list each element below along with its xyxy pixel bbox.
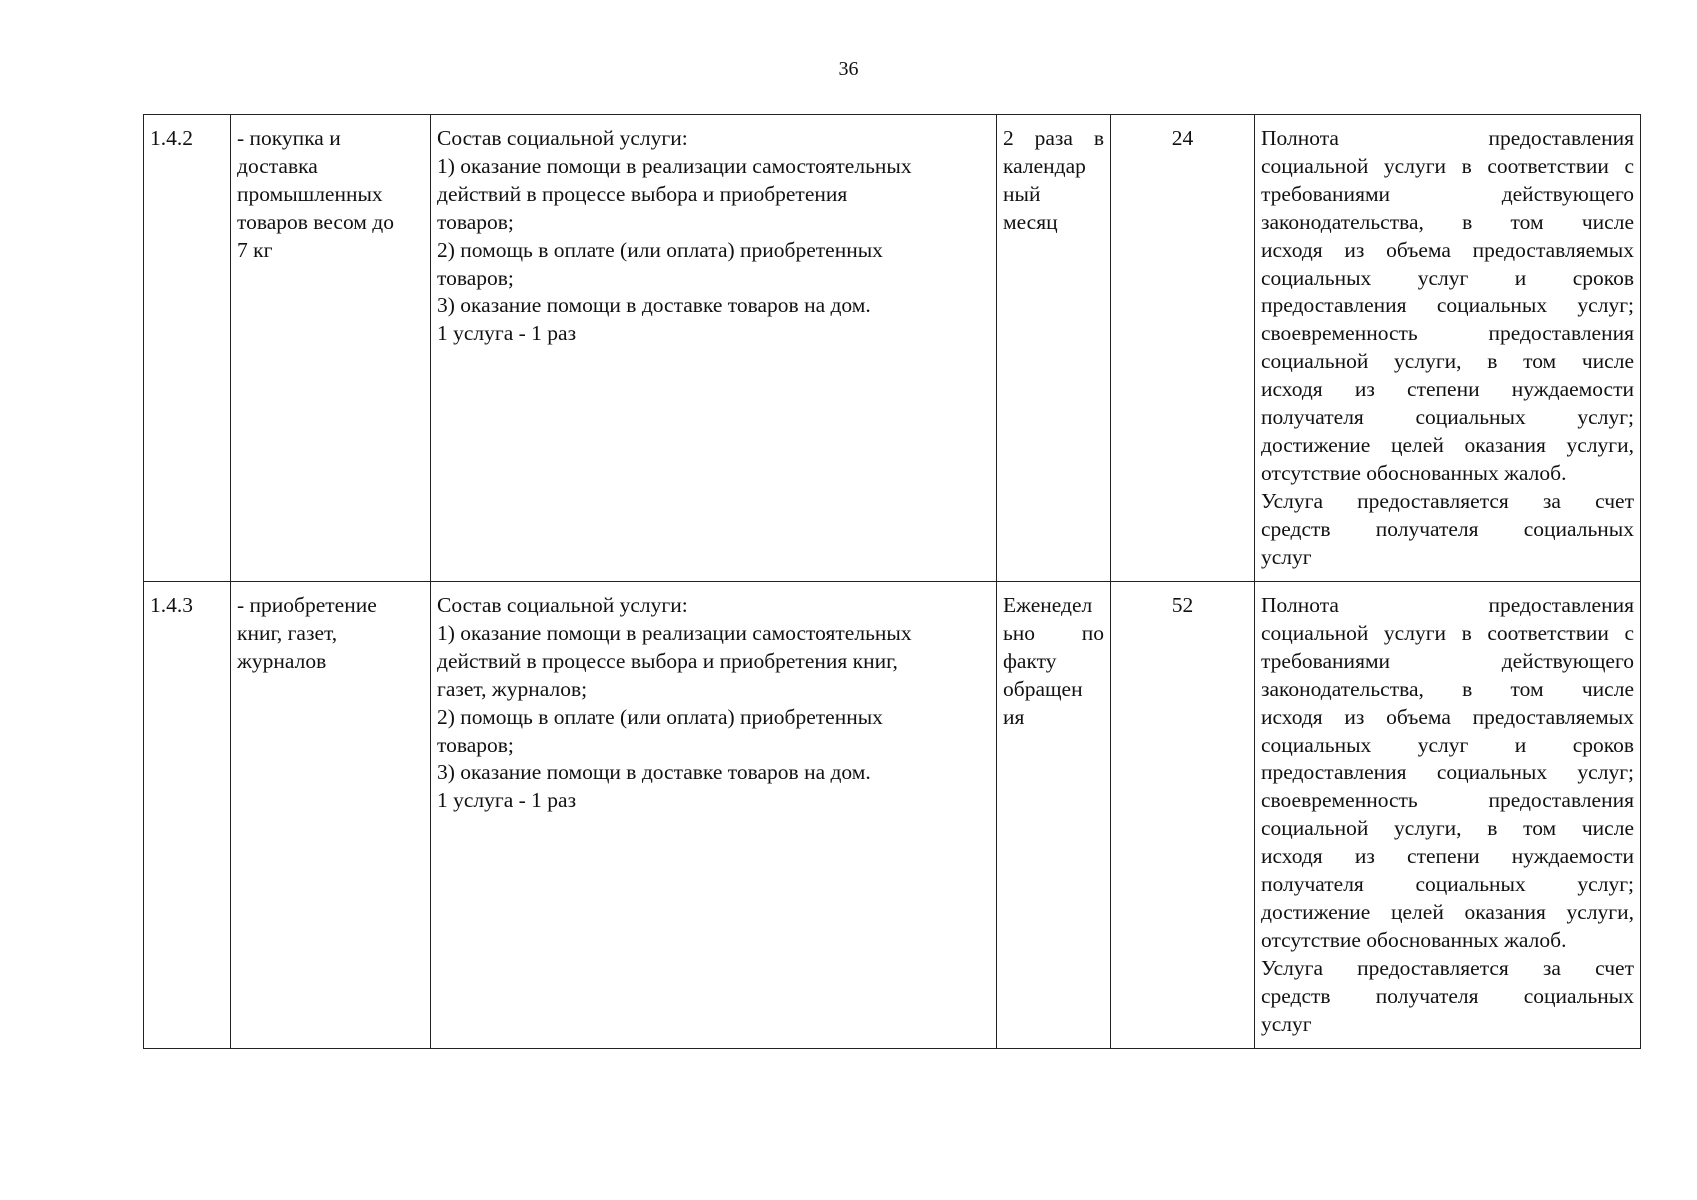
service-description-line: Состав социальной услуги:: [437, 126, 688, 150]
service-name-cell: [231, 582, 431, 1049]
service-frequency-line: обращен: [1003, 676, 1083, 701]
service-description-line: Состав социальной услуги:: [437, 593, 688, 617]
service-description-cell: [431, 582, 997, 1049]
service-description-line: товаров;: [437, 209, 514, 234]
service-name-line: товаров весом до: [237, 209, 394, 234]
quality-line: исходя из объема предоставляемых: [1261, 237, 1634, 262]
service-description-line: 2) помощь в оплате (или оплата) приобретенных: [437, 704, 883, 729]
service-count: 52: [1171, 593, 1194, 617]
service-quality-cell: [1255, 115, 1641, 582]
service-frequency-line: месяц: [1003, 209, 1058, 234]
service-code: 1.4.3: [150, 593, 193, 617]
quality-line: социальной услуги, в том числе: [1261, 816, 1634, 841]
service-count: 24: [1171, 126, 1194, 150]
service-name-line: книг, газет,: [237, 620, 338, 645]
payment-note-line: Услуга предоставляется за счет: [1261, 488, 1634, 513]
quality-line: предоставления социальных услуг;: [1261, 293, 1634, 318]
quality-line: предоставления социальных услуг;: [1261, 760, 1634, 785]
quality-line: исходя из объема предоставляемых: [1261, 704, 1634, 729]
payment-note-line: Услуга предоставляется за счет: [1261, 955, 1634, 980]
quality-line: социальных услуг и сроков: [1261, 265, 1634, 290]
service-frequency-line: факту: [1003, 648, 1057, 673]
payment-note-line: средств получателя социальных: [1261, 516, 1634, 541]
service-description-line: 3) оказание помощи в доставке товаров на дом.: [437, 760, 871, 785]
quality-line: социальных услуг и сроков: [1261, 732, 1634, 757]
service-description-line: действий в процессе выбора и приобретения книг,: [437, 648, 898, 673]
service-name-line: доставка: [237, 153, 318, 178]
quality-line: исходя из степени нуждаемости: [1261, 377, 1634, 402]
service-name-cell: [231, 115, 431, 582]
quality-line: Полнота предоставления: [1261, 126, 1634, 150]
service-description-line: газет, журналов;: [437, 676, 588, 701]
quality-line: достижение целей оказания услуги,: [1261, 899, 1634, 924]
table-row: [144, 582, 1641, 1049]
service-frequency-line: календар: [1003, 153, 1086, 178]
service-description-line: товаров;: [437, 265, 514, 290]
quality-line: достижение целей оказания услуги,: [1261, 432, 1634, 457]
payment-note-line: средств получателя социальных: [1261, 983, 1634, 1008]
page-number: 36: [838, 58, 859, 80]
service-description-line: товаров;: [437, 732, 514, 757]
service-description-line: 1 услуга - 1 раз: [437, 321, 577, 346]
service-name-line: 7 кг: [237, 237, 273, 262]
quality-line: исходя из степени нуждаемости: [1261, 844, 1634, 869]
quality-line: получателя социальных услуг;: [1261, 872, 1634, 897]
service-count-cell: [1111, 115, 1255, 582]
quality-line: своевременность предоставления: [1261, 321, 1634, 346]
service-frequency-line: ия: [1003, 704, 1025, 729]
service-description-line: 1 услуга - 1 раз: [437, 788, 577, 813]
quality-line: требованиями действующего: [1261, 181, 1634, 206]
service-description-line: действий в процессе выбора и приобретения: [437, 181, 848, 206]
service-description-line: 1) оказание помощи в реализации самостоятельных: [437, 620, 912, 645]
payment-note-line: услуг: [1261, 544, 1312, 569]
payment-note-line: услуг: [1261, 1011, 1312, 1036]
quality-line: социальной услуги в соответствии с: [1261, 153, 1634, 178]
services-table: [143, 114, 1641, 1049]
quality-line: Полнота предоставления: [1261, 593, 1634, 617]
service-frequency-line: Еженедел: [1003, 593, 1093, 617]
service-frequency-line: 2 раза в: [1003, 126, 1104, 150]
quality-line: своевременность предоставления: [1261, 788, 1634, 813]
service-description-line: 2) помощь в оплате (или оплата) приобретенных: [437, 237, 883, 262]
quality-line: требованиями действующего: [1261, 648, 1634, 673]
quality-line: отсутствие обоснованных жалоб.: [1261, 927, 1567, 952]
service-description-line: 3) оказание помощи в доставке товаров на дом.: [437, 293, 871, 318]
service-frequency-cell: [997, 115, 1111, 582]
service-name-line: - покупка и: [237, 126, 341, 150]
service-frequency-line: ьно по: [1003, 620, 1104, 645]
quality-line: законодательства, в том числе: [1261, 676, 1634, 701]
service-frequency-line: ный: [1003, 181, 1041, 206]
service-count-cell: [1111, 582, 1255, 1049]
service-name-line: журналов: [237, 648, 327, 673]
service-code: 1.4.2: [150, 126, 193, 150]
service-name-line: промышленных: [237, 181, 383, 206]
service-quality-cell: [1255, 582, 1641, 1049]
quality-line: законодательства, в том числе: [1261, 209, 1634, 234]
service-code-cell: [144, 115, 231, 582]
quality-line: получателя социальных услуг;: [1261, 405, 1634, 430]
service-frequency-cell: [997, 582, 1111, 1049]
table-row: [144, 115, 1641, 582]
service-code-cell: [144, 582, 231, 1049]
quality-line: социальной услуги в соответствии с: [1261, 620, 1634, 645]
quality-line: социальной услуги, в том числе: [1261, 349, 1634, 374]
service-name-line: - приобретение: [237, 593, 377, 617]
service-description-line: 1) оказание помощи в реализации самостоятельных: [437, 153, 912, 178]
service-description-cell: [431, 115, 997, 582]
quality-line: отсутствие обоснованных жалоб.: [1261, 460, 1567, 485]
